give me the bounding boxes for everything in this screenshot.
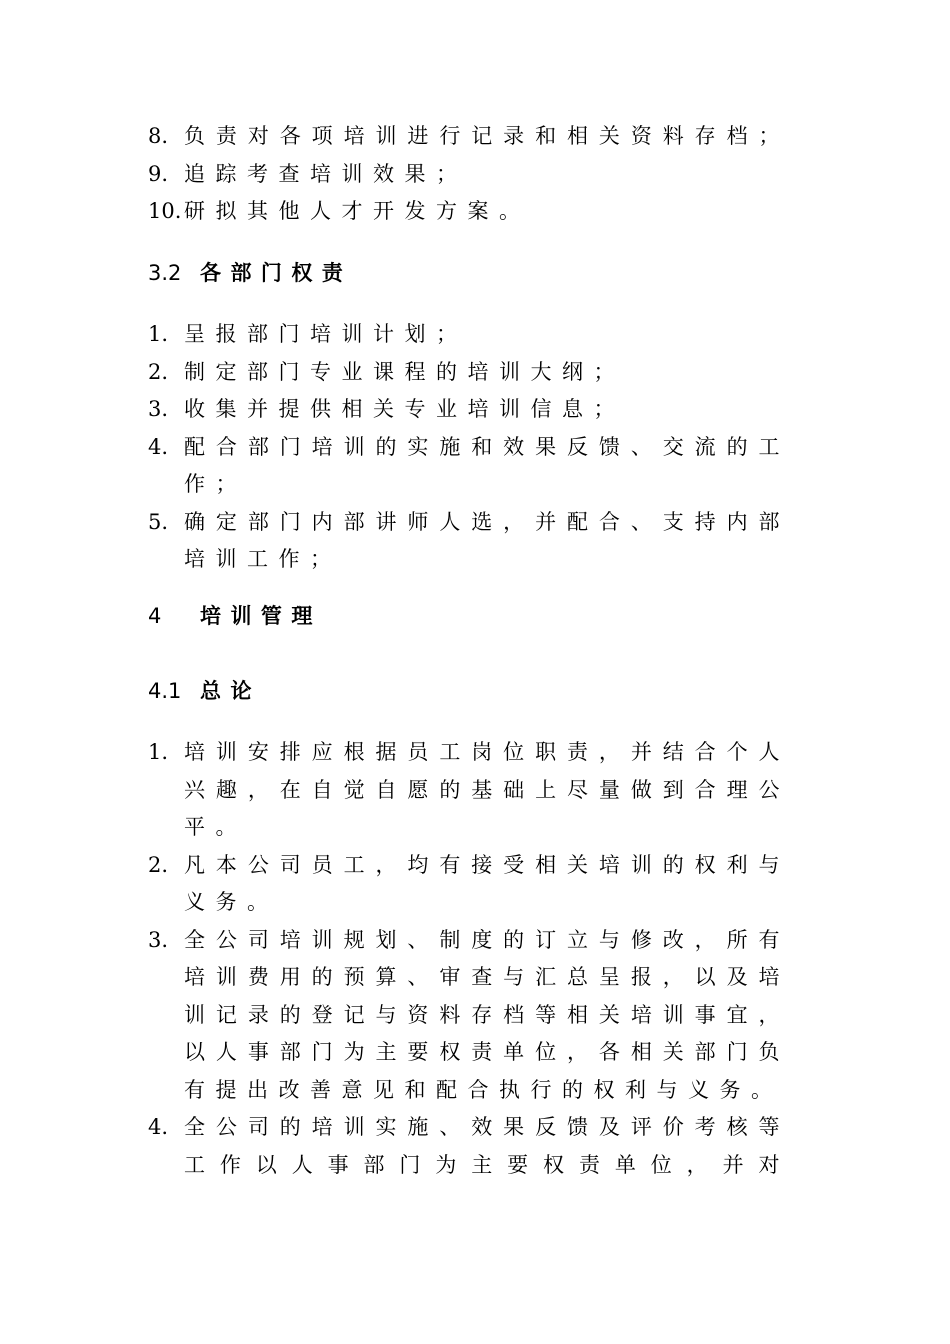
section-heading-4 <box>148 601 322 631</box>
list-item <box>148 118 790 156</box>
item-number: 4. <box>148 1115 169 1139</box>
item-number: 2. <box>148 359 169 384</box>
item-number: 4. <box>148 434 169 459</box>
item-number: 8. <box>148 124 169 148</box>
section-heading-3-2 <box>148 258 352 288</box>
item-text: 全公司的培训实施、效果反馈及评价考核等工作以人事部门为主要权责单位，并对 <box>184 1115 790 1177</box>
section-title: 培训管理 <box>200 604 322 628</box>
item-number: 9. <box>148 161 169 186</box>
section-number: 4.1 <box>148 679 182 703</box>
list-item <box>148 734 790 847</box>
list-item <box>148 354 790 392</box>
item-text: 配合部门培训的实施和效果反馈、交流的工作； <box>184 434 790 496</box>
item-text: 凡本公司员工，均有接受相关培训的权利与义务。 <box>184 852 790 914</box>
item-text: 负责对各项培训进行记录和相关资料存档； <box>184 124 790 148</box>
list-item <box>148 847 790 922</box>
item-text: 全公司培训规划、制度的订立与修改，所有培训费用的预算、审查与汇总呈报，以及培训记录的登记与资料存档等相关培训事宜，以人事部门为主要权责单位，各相关部门负有提出改善意见和配合执行的权利与义务。 <box>184 927 790 1102</box>
list-item <box>148 504 790 579</box>
list-item <box>148 391 790 429</box>
item-text: 培训安排应根据员工岗位职责，并结合个人兴趣，在自觉自愿的基础上尽量做到合理公平。 <box>184 740 790 839</box>
section-title: 各部门权责 <box>200 261 353 285</box>
list-item <box>148 1109 790 1184</box>
section-number: 4 <box>148 604 162 628</box>
item-text: 研拟其他人才开发方案。 <box>184 199 531 223</box>
list-item <box>148 429 790 504</box>
item-text: 呈报部门培训计划； <box>184 322 468 346</box>
item-text: 制定部门专业课程的培训大纲； <box>184 359 625 384</box>
list-item <box>148 193 790 231</box>
item-text: 追踪考查培训效果； <box>184 161 468 186</box>
section4-1-list <box>148 734 790 1184</box>
item-text: 收集并提供相关专业培训信息； <box>184 397 625 421</box>
item-number: 3. <box>148 397 169 421</box>
item-number: 10. <box>148 199 182 223</box>
list-item <box>148 156 790 194</box>
list-item <box>148 922 790 1110</box>
section3-2-list <box>148 316 790 579</box>
item-number: 1. <box>148 322 169 346</box>
item-number: 3. <box>148 927 169 952</box>
section3-list <box>148 118 790 231</box>
list-item <box>148 316 790 354</box>
item-number: 2. <box>148 852 169 877</box>
section-title: 总论 <box>200 679 261 703</box>
section-heading-4-1 <box>148 676 261 706</box>
item-number: 1. <box>148 740 169 764</box>
item-number: 5. <box>148 509 169 534</box>
item-text: 确定部门内部讲师人选，并配合、支持内部培训工作； <box>184 509 790 571</box>
section-number: 3.2 <box>148 261 182 285</box>
